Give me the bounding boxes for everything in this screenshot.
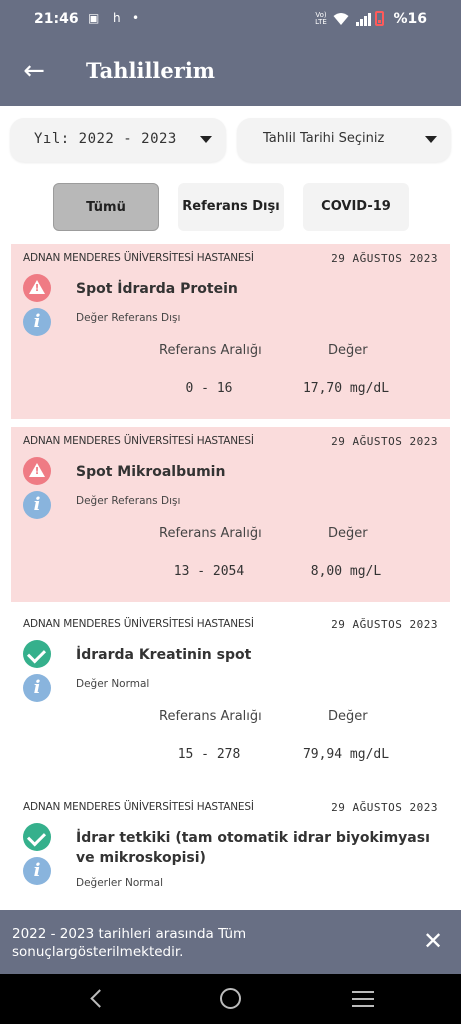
result-date: 29 AĞUSTOS 2023 [331, 618, 438, 631]
info-icon[interactable]: i [23, 674, 51, 702]
reference-range: 13 - 2054 [173, 564, 245, 579]
check-icon [23, 823, 51, 851]
tab-out-of-range[interactable]: Referans Dışı [178, 183, 284, 231]
notif-h: h [113, 11, 121, 25]
test-name: Spot İdrarda Protein [76, 281, 238, 297]
notif-dot: • [132, 11, 140, 25]
hospital-name: ADNAN MENDERES ÜNİVERSİTESİ HASTANESİ [23, 618, 254, 630]
test-date-select[interactable] [237, 118, 451, 162]
result-value: 79,94 mg/dL [302, 747, 390, 762]
result-card[interactable] [11, 427, 450, 602]
package-icon: ▣ [88, 11, 100, 25]
volte-icon: Vo) LTE [315, 11, 327, 26]
tab-covid-19[interactable]: COVID-19 [303, 183, 409, 231]
chevron-down-icon [200, 136, 212, 143]
value-header: Değer [328, 343, 368, 358]
reference-range-header: Referans Aralığı [159, 709, 262, 724]
result-card[interactable] [11, 793, 450, 910]
tab-all[interactable]: Tümü [53, 183, 159, 231]
warning-icon [23, 274, 51, 302]
test-name: İdrarda Kreatinin spot [76, 647, 252, 663]
status-bar [0, 0, 461, 38]
result-date: 29 AĞUSTOS 2023 [331, 801, 438, 814]
reference-range: 15 - 278 [177, 747, 241, 762]
wifi-icon [333, 12, 349, 26]
battery-icon [375, 11, 384, 26]
nav-back-icon[interactable] [88, 987, 108, 1011]
snackbar-message: 2022 - 2023 tarihleri arasında Tüm sonuçlargösterilmektedir. [12, 926, 247, 960]
nav-home-icon[interactable] [220, 988, 241, 1009]
test-name: Spot Mikroalbumin [76, 464, 226, 480]
hospital-name: ADNAN MENDERES ÜNİVERSİTESİ HASTANESİ [23, 801, 254, 813]
info-icon[interactable]: i [23, 491, 51, 519]
system-navigation-bar [0, 974, 461, 1024]
hospital-name: ADNAN MENDERES ÜNİVERSİTESİ HASTANESİ [23, 435, 254, 447]
result-card[interactable] [11, 610, 450, 785]
signal-icon [356, 12, 370, 26]
year-select-value: Yıl: 2022 - 2023 [34, 131, 177, 147]
reference-range-header: Referans Aralığı [159, 526, 262, 541]
status-time: 21:46 [34, 11, 79, 27]
result-status: Değer Referans Dışı [76, 312, 181, 324]
check-icon [23, 640, 51, 668]
result-card[interactable] [11, 244, 450, 419]
test-date-select-value: Tahlil Tarihi Seçiniz [263, 131, 385, 146]
info-icon[interactable]: i [23, 308, 51, 336]
close-icon[interactable]: ✕ [422, 927, 444, 955]
battery-level: %16 [393, 11, 427, 27]
chevron-down-icon [425, 136, 437, 143]
back-arrow-icon[interactable]: ← [23, 56, 45, 86]
value-header: Değer [328, 709, 368, 724]
page-title: Tahlillerim [86, 58, 216, 83]
reference-range-header: Referans Aralığı [159, 343, 262, 358]
nav-recents-icon[interactable] [352, 991, 374, 1007]
snackbar [0, 910, 461, 974]
year-select[interactable] [10, 118, 226, 162]
app-bar [0, 38, 461, 106]
value-header: Değer [328, 526, 368, 541]
result-value: 17,70 mg/dL [302, 381, 390, 396]
result-status: Değer Referans Dışı [76, 495, 181, 507]
warning-icon [23, 457, 51, 485]
result-date: 29 AĞUSTOS 2023 [331, 435, 438, 448]
hospital-name: ADNAN MENDERES ÜNİVERSİTESİ HASTANESİ [23, 252, 254, 264]
reference-range: 0 - 16 [185, 381, 233, 396]
result-status: Değer Normal [76, 678, 150, 690]
result-status: Değerler Normal [76, 877, 164, 889]
result-value: 8,00 mg/L [310, 564, 382, 579]
info-icon[interactable]: i [23, 857, 51, 885]
test-name: İdrar tetkiki (tam otomatik idrar biyokimyası ve mikroskopisi) [76, 830, 430, 866]
result-date: 29 AĞUSTOS 2023 [331, 252, 438, 265]
